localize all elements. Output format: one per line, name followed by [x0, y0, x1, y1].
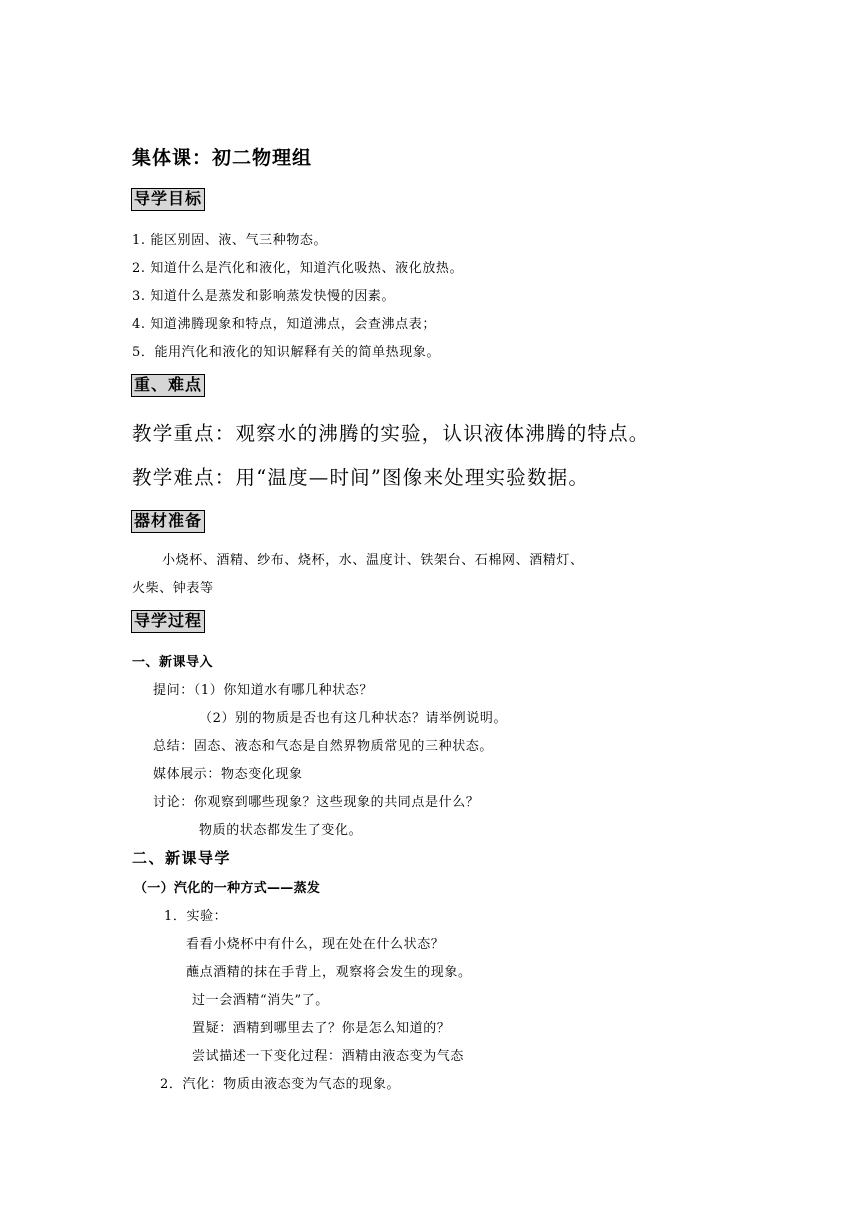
page-title: 集体课：初二物理组: [132, 147, 313, 169]
section-heading: 一、新课导入: [132, 655, 214, 670]
question-line: （2）别的物质是否也有这几种状态？请举例说明。: [199, 711, 508, 726]
goal-item: 5．能用汽化和液化的知识解释有关的简单热现象。: [132, 345, 441, 360]
section-tag-process: 导学过程: [131, 610, 205, 633]
experiment-label: 1．实验：: [164, 909, 228, 924]
definition-line: 2．汽化：物质由液态变为气态的现象。: [160, 1077, 401, 1092]
experiment-step: 尝试描述一下变化过程：酒精由液态变为气态: [192, 1049, 465, 1064]
section-tag-goals: 导学目标: [131, 188, 205, 211]
answer-line: 物质的状态都发生了变化。: [199, 823, 363, 838]
goal-item: 2. 知道什么是汽化和液化，知道汽化吸热、液化放热。: [132, 261, 464, 276]
summary-line: 总结：固态、液态和气态是自然界物质常见的三种状态。: [153, 739, 494, 754]
subsection-heading: （一）汽化的一种方式——蒸发: [134, 881, 321, 896]
question-line: 提问：（1）你知道水有哪几种状态？: [153, 683, 373, 698]
experiment-step: 蘸点酒精的抹在手背上，观察将会发生的现象。: [186, 965, 472, 980]
materials-line: 火柴、钟表等: [132, 581, 214, 596]
media-line: 媒体展示：物态变化现象: [153, 767, 303, 782]
goal-item: 4. 知道沸腾现象和特点，知道沸点，会查沸点表；: [132, 317, 436, 332]
teaching-focus: 教学重点：观察水的沸腾的实验，认识液体沸腾的特点。: [132, 422, 650, 445]
section-heading: 二、新课导学: [132, 849, 232, 867]
section-tag-materials: 器材准备: [131, 510, 205, 533]
section-tag-keypoints: 重、难点: [131, 374, 205, 397]
discussion-line: 讨论：你观察到哪些现象？这些现象的共同点是什么？: [153, 795, 480, 810]
goal-item: 1. 能区别固、液、气三种物态。: [132, 233, 328, 248]
teaching-difficulty: 教学难点：用“温度—时间”图像来处理实验数据。: [132, 466, 590, 489]
goal-item: 3. 知道什么是蒸发和影响蒸发快慢的因素。: [132, 289, 396, 304]
materials-line: 小烧杯、酒精、纱布、烧杯，水、温度计、铁架台、石棉网、酒精灯、: [162, 553, 584, 568]
experiment-step: 看看小烧杯中有什么，现在处在什么状态？: [186, 937, 445, 952]
experiment-step: 置疑：酒精到哪里去了？你是怎么知道的？: [192, 1021, 451, 1036]
experiment-step: 过一会酒精“消失”了。: [192, 993, 329, 1008]
